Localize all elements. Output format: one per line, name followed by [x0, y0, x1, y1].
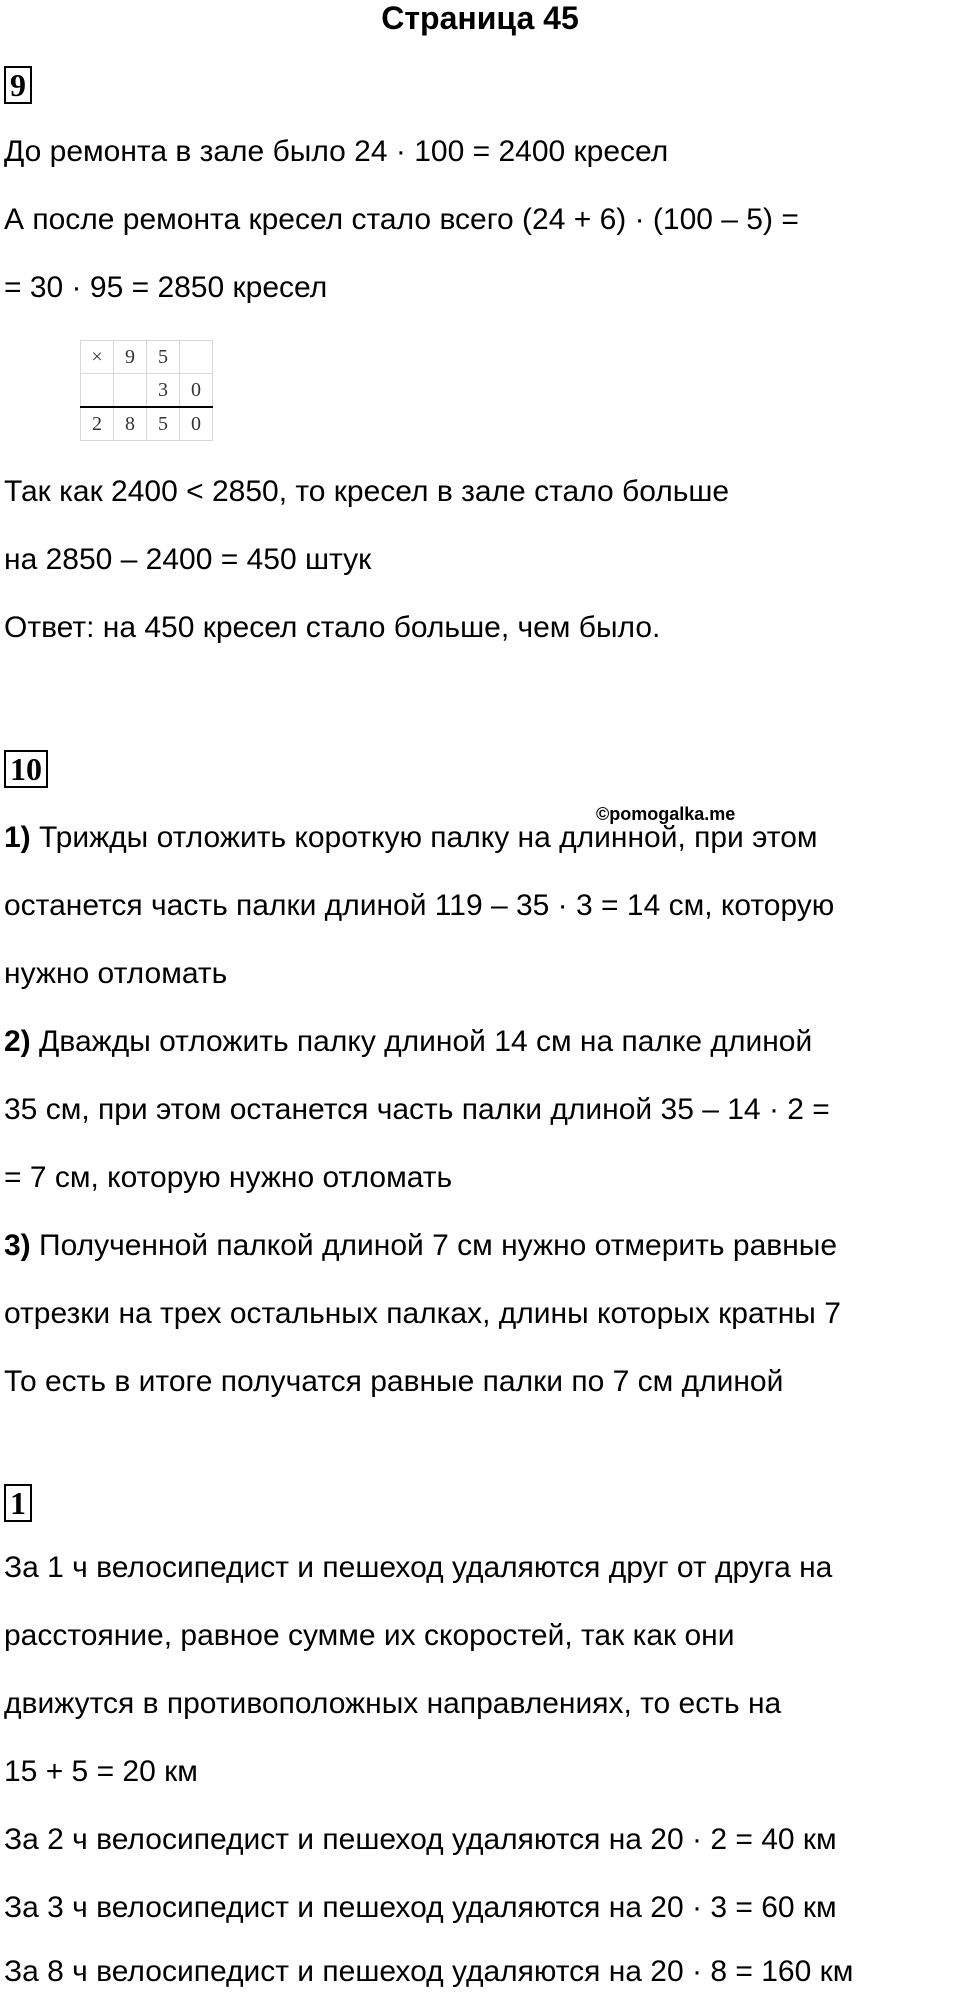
- task-9-line-2: А после ремонта кресел стало всего (24 + 6) · (100 – 5) =: [4, 203, 799, 236]
- task-1-line-7: За 8 ч велосипедист и пешеход удаляются на 20 · 8 = 160 км: [4, 1955, 854, 1988]
- mult-result-cell: 2: [81, 407, 114, 441]
- task-1-line-5: За 2 ч велосипедист и пешеход удаляются на 20 · 2 = 40 км: [4, 1823, 837, 1856]
- task-9-answer: Ответ: на 450 кресел стало больше, чем было.: [4, 611, 661, 644]
- watermark: ©pomogalka.me: [596, 804, 736, 824]
- task-9-line-1: До ремонта в зале было 24 · 100 = 2400 кресел: [4, 135, 669, 168]
- task-10-step-1-line-1: [4, 818, 818, 858]
- task-1-line-4: 15 + 5 = 20 км: [4, 1755, 198, 1788]
- page-title: Страница 45: [381, 0, 579, 36]
- task-1-line-1: За 1 ч велосипедист и пешеход удаляются друг от друга на: [4, 1551, 833, 1584]
- mult-cell: 5: [147, 341, 180, 374]
- multiplication-table: [80, 340, 213, 441]
- task-9-line-4: Так как 2400 < 2850, то кресел в зале стало больше: [4, 475, 730, 508]
- step-1-number: 1): [4, 821, 31, 854]
- task-9-line-3: = 30 · 95 = 2850 кресел: [4, 271, 328, 304]
- task-10-step-1-line-2: останется часть палки длиной 119 – 35 · 3 = 14 см, которую: [4, 889, 835, 922]
- task-10-step-2-line-3: = 7 см, которую нужно отломать: [4, 1161, 453, 1194]
- mult-cell: [114, 374, 147, 408]
- mult-result-cell: 0: [180, 407, 213, 441]
- mult-cell: 3: [147, 374, 180, 408]
- mult-cell: 9: [114, 341, 147, 374]
- task-10-step-3-line-2: отрезки на трех остальных палках, длины которых кратны 7: [4, 1297, 841, 1330]
- step-1-text: Трижды отложить короткую палку на длинной, при этом: [30, 821, 818, 854]
- step-3-text: Полученной палкой длиной 7 см нужно отмерить равные: [30, 1229, 838, 1262]
- step-2-number: 2): [4, 1025, 31, 1058]
- task-1-line-6: За 3 ч велосипедист и пешеход удаляются на 20 · 3 = 60 км: [4, 1891, 837, 1924]
- multiplication-sign: ×: [81, 341, 114, 374]
- step-3-number: 3): [4, 1229, 31, 1262]
- task-1-line-3: движутся в противоположных направлениях, то есть на: [4, 1687, 782, 1720]
- task-9-line-5: на 2850 – 2400 = 450 штук: [4, 543, 372, 576]
- mult-cell: [81, 374, 114, 408]
- task-9-number: 9: [4, 66, 32, 104]
- mult-cell: [180, 341, 213, 374]
- mult-result-cell: 5: [147, 407, 180, 441]
- task-10-conclusion: То есть в итоге получатся равные палки по 7 см длиной: [4, 1365, 784, 1398]
- task-10-step-1-line-3: нужно отломать: [4, 957, 228, 990]
- mult-cell: 0: [180, 374, 213, 408]
- task-10-number: 10: [4, 750, 48, 788]
- step-2-text: Дважды отложить палку длиной 14 см на палке длиной: [30, 1025, 813, 1058]
- task-1-line-2: расстояние, равное сумме их скоростей, так как они: [4, 1619, 735, 1652]
- task-10-step-3-line-1: [4, 1226, 837, 1266]
- mult-result-cell: 8: [114, 407, 147, 441]
- task-1-number: 1: [4, 1484, 32, 1522]
- task-10-step-2-line-2: 35 см, при этом останется часть палки длиной 35 – 14 · 2 =: [4, 1093, 830, 1126]
- task-10-step-2-line-1: [4, 1022, 812, 1062]
